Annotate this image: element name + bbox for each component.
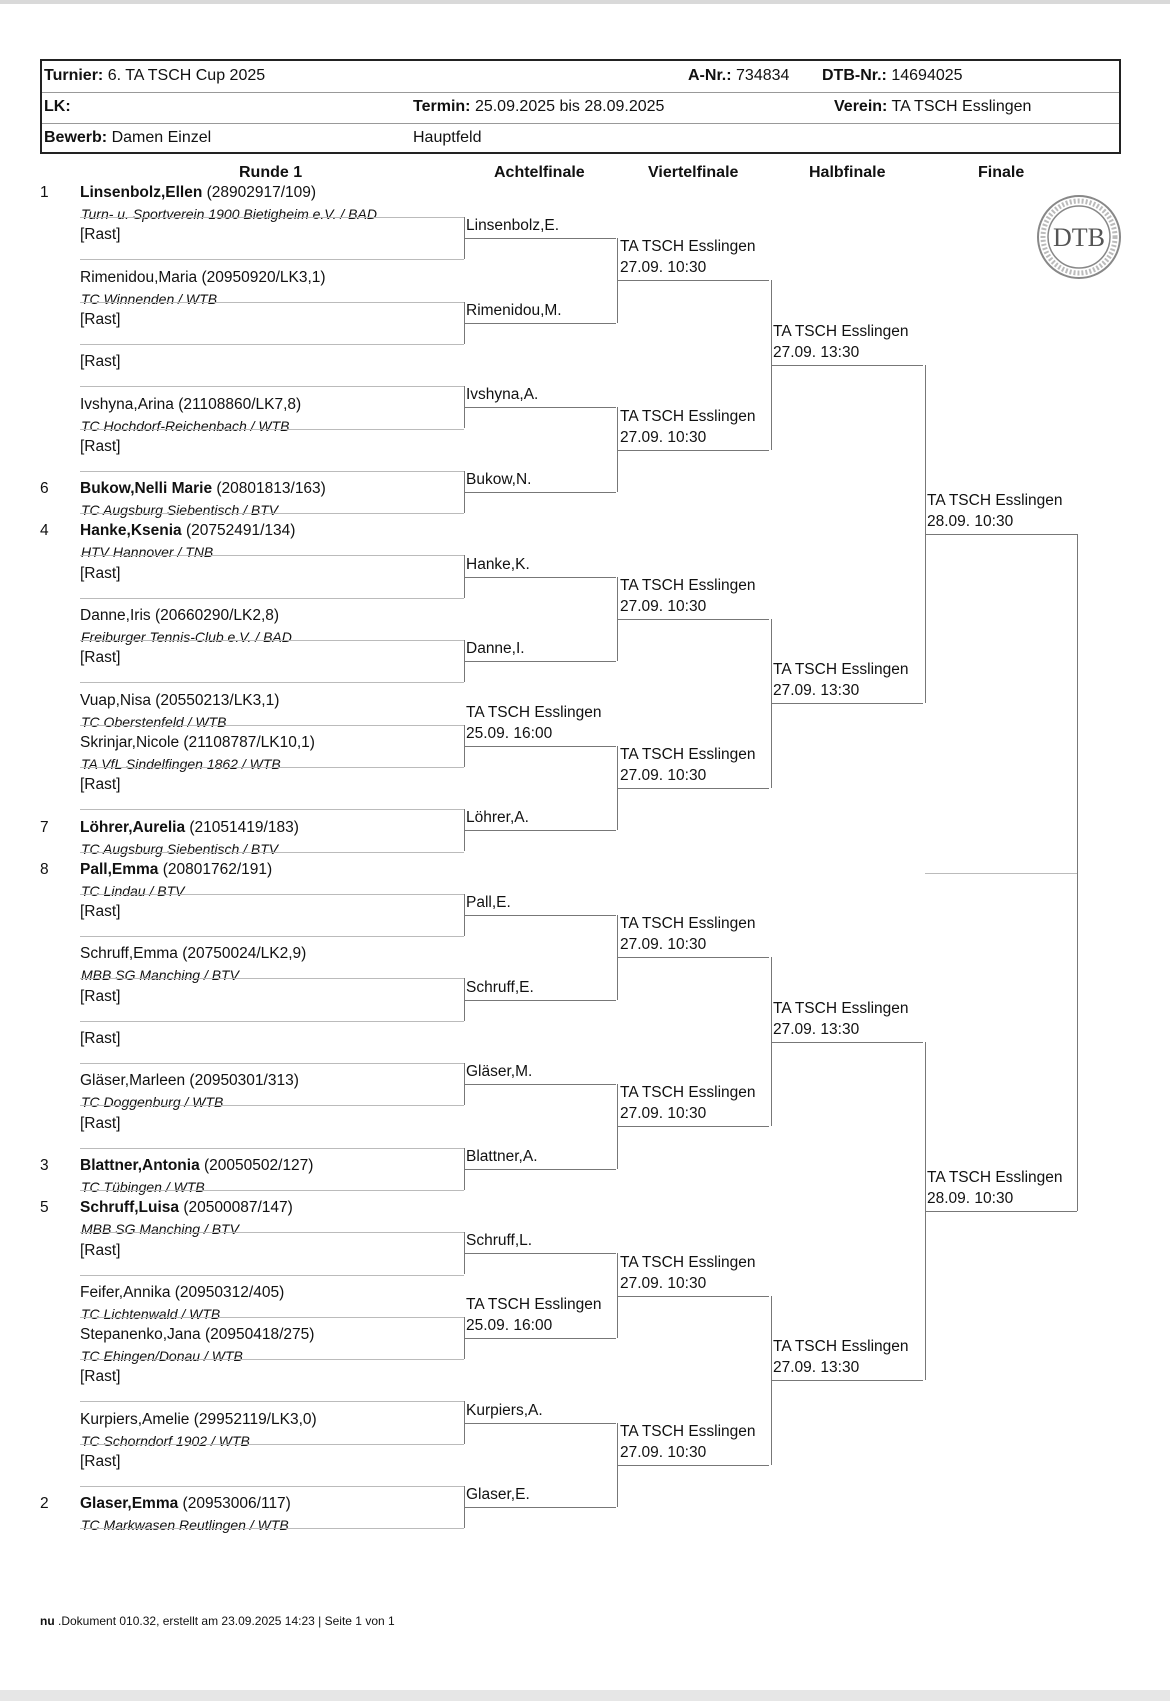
player-club: Freiburger Tennis-Club e.V. / BAD	[81, 629, 292, 645]
match-result: TA TSCH Esslingen	[773, 323, 909, 341]
player-name: [Rast]	[80, 1241, 121, 1259]
player-entry[interactable]	[80, 184, 316, 202]
seed-number: 6	[40, 480, 49, 498]
player-name: [Rast]	[80, 1368, 121, 1386]
match-result: Schruff,E.	[466, 978, 534, 996]
result-line	[771, 365, 923, 366]
player-entry[interactable]	[80, 226, 120, 244]
entry-line	[80, 555, 464, 556]
entry-line	[80, 767, 464, 768]
player-entry[interactable]	[80, 1495, 291, 1513]
player-name: Linsenbolz,Ellen	[80, 184, 203, 201]
result-line	[617, 1126, 769, 1127]
match-result: TA TSCH Esslingen	[620, 576, 756, 594]
player-entry[interactable]	[80, 522, 295, 540]
player-name: Ivshyna,Arina	[80, 395, 174, 413]
entry-line	[80, 978, 464, 979]
entry-line	[80, 1148, 464, 1149]
match-result: TA TSCH Esslingen	[620, 1253, 756, 1271]
player-id: (20950312/405)	[170, 1283, 285, 1301]
player-name: [Rast]	[80, 564, 121, 582]
result-line	[771, 1042, 923, 1043]
hauptfeld-label: Hauptfeld	[413, 129, 482, 146]
anr-label: A-Nr.:	[688, 67, 732, 84]
result-line	[617, 280, 769, 281]
match-result: Rimenidou,M.	[466, 301, 562, 319]
player-club: TC Augsburg Siebentisch / BTV	[81, 840, 279, 857]
seed-number: 1	[40, 184, 49, 201]
bewerb-label: Bewerb:	[44, 129, 108, 146]
player-name: Rimenidou,Maria	[80, 268, 198, 286]
match-result: Kurpiers,A.	[466, 1401, 543, 1419]
anr-value: 734834	[736, 67, 790, 84]
bottom-shade	[0, 1690, 1170, 1701]
player-entry[interactable]	[80, 1072, 299, 1090]
player-club: TC Doggenburg / WTB	[81, 1094, 224, 1111]
match-result: TA TSCH Esslingen	[773, 999, 909, 1017]
player-id: (20660290/LK2,8)	[150, 607, 280, 624]
final-line	[925, 873, 1077, 874]
match-time: 25.09. 16:00	[466, 1316, 553, 1334]
player-entry[interactable]	[80, 1157, 313, 1175]
player-id: (20801813/163)	[212, 480, 326, 498]
entry-line	[80, 513, 464, 514]
result-line	[464, 1000, 616, 1001]
player-entry[interactable]	[80, 438, 120, 456]
header-row-2	[42, 92, 1119, 124]
player-id: (20550213/LK3,1)	[150, 691, 280, 709]
player-name: Blattner,Antonia	[80, 1156, 200, 1174]
match-time: 27.09. 13:30	[773, 1359, 860, 1377]
match-time: 27.09. 10:30	[620, 428, 707, 446]
player-name: [Rast]	[80, 987, 121, 1005]
match-result: TA TSCH Esslingen	[466, 1295, 602, 1313]
player-entry[interactable]	[80, 269, 326, 287]
match-result: Blattner,A.	[466, 1147, 538, 1165]
player-entry[interactable]	[80, 396, 301, 414]
seed-number: 7	[40, 818, 49, 836]
result-line	[617, 1465, 769, 1466]
player-entry[interactable]	[80, 607, 279, 625]
player-id: (20050502/127)	[199, 1156, 314, 1174]
player-entry[interactable]	[80, 734, 315, 752]
player-name: Pall,Emma	[80, 860, 159, 878]
player-entry[interactable]	[80, 1411, 317, 1429]
bewerb-value: Damen Einzel	[111, 129, 212, 146]
player-name: [Rast]	[80, 310, 121, 328]
verein-label: Verein:	[834, 98, 888, 115]
player-club: TC Oberstenfeld / WTB	[81, 713, 227, 730]
player-entry[interactable]	[80, 1115, 120, 1133]
player-name: [Rast]	[80, 1114, 121, 1132]
result-line	[464, 661, 616, 662]
result-line	[464, 323, 616, 324]
result-line	[464, 407, 616, 408]
entry-line	[80, 302, 464, 303]
player-club: TC Ehingen/Donau / WTB	[81, 1348, 243, 1365]
player-name: Vuap,Nisa	[80, 691, 151, 709]
player-entry[interactable]	[80, 903, 120, 921]
entry-line	[80, 471, 464, 472]
player-name: [Rast]	[80, 776, 121, 794]
entry-line	[80, 894, 464, 895]
result-line	[617, 788, 769, 789]
entry-line	[80, 259, 464, 260]
top-shade	[0, 0, 1170, 4]
player-id: (29952119/LK3,0)	[189, 1410, 317, 1428]
result-line	[464, 1084, 616, 1085]
player-entry[interactable]	[80, 819, 299, 837]
player-entry[interactable]	[80, 565, 120, 583]
player-club: HTV Hannover / TNB	[81, 544, 214, 561]
entry-line	[80, 1021, 464, 1022]
match-time: 27.09. 10:30	[620, 936, 707, 954]
match-time: 27.09. 10:30	[620, 259, 707, 277]
entry-line	[80, 682, 464, 683]
result-line	[464, 1507, 616, 1508]
entry-line	[80, 1275, 464, 1276]
match-result: Danne,I.	[466, 640, 525, 658]
entry-line	[80, 936, 464, 937]
entry-line	[80, 1486, 464, 1487]
seed-number: 2	[40, 1495, 49, 1513]
player-name: Bukow,Nelli Marie	[80, 480, 213, 498]
entry-line	[80, 1528, 464, 1529]
player-club: TA VfL Sindelfingen 1862 / WTB	[81, 755, 281, 772]
header-row-3	[42, 123, 1119, 154]
match-result: TA TSCH Esslingen	[927, 492, 1063, 510]
player-name: [Rast]	[80, 903, 121, 921]
tournament-header	[40, 59, 1121, 154]
player-entry[interactable]	[80, 1368, 120, 1386]
player-entry[interactable]	[80, 480, 326, 498]
entry-line	[80, 386, 464, 387]
player-name: [Rast]	[80, 353, 121, 371]
match-result: Gläser,M.	[466, 1063, 533, 1081]
player-name: Hanke,Ksenia	[80, 522, 182, 540]
player-entry[interactable]	[80, 692, 279, 710]
player-id: (20750024/LK2,9)	[177, 945, 307, 963]
player-name: Danne,Iris	[80, 607, 151, 624]
match-time: 27.09. 10:30	[620, 1105, 707, 1123]
match-result: Löhrer,A.	[466, 809, 529, 827]
verein-value: TA TSCH Esslingen	[891, 98, 1032, 115]
match-result: TA TSCH Esslingen	[620, 746, 756, 764]
entry-line	[80, 1190, 464, 1191]
match-time: 27.09. 13:30	[773, 1020, 860, 1038]
player-club: Turn- u. Sportverein 1900 Bietigheim e.V. / BAD	[81, 206, 377, 222]
player-entry[interactable]	[80, 1242, 120, 1260]
player-club: MBB SG Manching / BTV	[81, 1221, 239, 1238]
player-id: (20500087/147)	[179, 1199, 293, 1217]
match-time: 25.09. 16:00	[466, 724, 553, 742]
result-line	[925, 1211, 1077, 1212]
result-line	[464, 238, 616, 239]
match-time: 27.09. 10:30	[620, 767, 707, 785]
player-club: TC Winnenden / WTB	[81, 290, 218, 307]
match-result: Ivshyna,A.	[466, 386, 539, 404]
match-result: TA TSCH Esslingen	[773, 1338, 909, 1356]
col-halbfinale: Halbfinale	[809, 164, 886, 181]
player-id: (20953006/117)	[178, 1495, 291, 1513]
result-line	[617, 1296, 769, 1297]
match-result: TA TSCH Esslingen	[620, 1422, 756, 1440]
player-name: [Rast]	[80, 1030, 121, 1047]
result-line	[617, 619, 769, 620]
match-result: TA TSCH Esslingen	[773, 661, 909, 679]
player-club: TC Lindau / BTV	[81, 882, 185, 899]
entry-line	[80, 1359, 464, 1360]
player-name: Kurpiers,Amelie	[80, 1410, 190, 1428]
player-name: [Rast]	[80, 437, 121, 455]
result-line	[464, 1169, 616, 1170]
dtbnr-label: DTB-Nr.:	[822, 67, 887, 84]
match-result: Glaser,E.	[466, 1486, 530, 1504]
player-name: Feifer,Annika	[80, 1283, 171, 1301]
result-line	[617, 450, 769, 451]
result-line	[464, 830, 616, 831]
match-result: TA TSCH Esslingen	[620, 1084, 756, 1102]
player-name: Stepanenko,Jana	[80, 1326, 201, 1344]
seed-number: 3	[40, 1156, 49, 1174]
result-line	[464, 746, 616, 747]
player-name: [Rast]	[80, 649, 121, 667]
col-viertelfinale: Viertelfinale	[648, 164, 739, 181]
match-result: TA TSCH Esslingen	[620, 238, 756, 256]
player-name: Schruff,Emma	[80, 945, 178, 963]
match-result: Pall,E.	[466, 893, 511, 911]
entry-line	[80, 1317, 464, 1318]
match-result: Hanke,K.	[466, 555, 530, 573]
seed-number: 8	[40, 860, 49, 878]
footer	[40, 1614, 395, 1628]
match-result: Schruff,L.	[466, 1232, 533, 1250]
player-entry[interactable]	[80, 1326, 314, 1344]
entry-line	[80, 344, 464, 345]
result-line	[464, 1423, 616, 1424]
player-entry[interactable]	[80, 311, 120, 329]
match-result: Bukow,N.	[466, 470, 532, 488]
result-line	[925, 534, 1077, 535]
player-id: (20752491/134)	[181, 522, 296, 540]
player-entry[interactable]	[80, 776, 120, 794]
player-name: Glaser,Emma	[80, 1495, 179, 1513]
player-entry[interactable]	[80, 1199, 293, 1217]
col-achtelfinale: Achtelfinale	[494, 164, 585, 181]
player-id: (21108787/LK10,1)	[179, 733, 315, 751]
player-id: (20950920/LK3,1)	[197, 268, 326, 286]
termin-label: Termin:	[413, 98, 471, 115]
player-id: (20801762/191)	[158, 860, 273, 878]
match-result: TA TSCH Esslingen	[620, 407, 756, 425]
player-entry[interactable]	[80, 861, 272, 879]
entry-line	[80, 1232, 464, 1233]
entry-line	[80, 640, 464, 641]
match-time: 28.09. 10:30	[927, 513, 1014, 531]
player-id: (21108860/LK7,8)	[173, 395, 302, 413]
entry-line	[80, 217, 464, 218]
match-time: 28.09. 10:30	[927, 1190, 1014, 1208]
header-row-1	[42, 61, 1119, 93]
entry-line	[80, 809, 464, 810]
dtbnr-value: 14694025	[891, 67, 963, 84]
seed-number: 4	[40, 522, 49, 540]
result-line	[464, 1253, 616, 1254]
result-line	[464, 915, 616, 916]
player-club: TC Markwasen Reutlingen / WTB	[81, 1517, 289, 1534]
dtb-logo-text: DTB	[1053, 223, 1105, 252]
entry-line	[80, 1401, 464, 1402]
player-name: Löhrer,Aurelia	[80, 818, 186, 836]
player-id: (20950418/275)	[200, 1326, 315, 1344]
player-id: (28902917/109)	[202, 184, 317, 201]
player-entry[interactable]	[80, 1284, 284, 1302]
termin-value: 25.09.2025 bis 28.09.2025	[474, 98, 665, 115]
col-finale: Finale	[978, 164, 1025, 181]
player-entry[interactable]	[80, 649, 120, 667]
result-line	[464, 577, 616, 578]
player-id: (21051419/183)	[185, 818, 299, 836]
player-club: TC Hochdorf-Reichenbach / WTB	[81, 417, 290, 434]
player-entry[interactable]	[80, 988, 120, 1006]
result-line	[771, 1380, 923, 1381]
match-time: 27.09. 13:30	[773, 344, 860, 362]
entry-line	[80, 598, 464, 599]
player-club: TC Augsburg Siebentisch / BTV	[81, 502, 279, 519]
entry-line	[80, 429, 464, 430]
final-connector	[1077, 534, 1078, 1211]
player-name: [Rast]	[80, 1453, 121, 1470]
entry-line	[80, 725, 464, 726]
player-entry[interactable]	[80, 945, 306, 963]
player-entry[interactable]	[80, 1030, 120, 1048]
match-result: TA TSCH Esslingen	[620, 915, 756, 933]
turnier-value: 6. TA TSCH Cup 2025	[107, 67, 266, 84]
player-name: Schruff,Luisa	[80, 1199, 180, 1217]
entry-line	[80, 1444, 464, 1445]
entry-line	[80, 1063, 464, 1064]
player-name: Skrinjar,Nicole	[80, 733, 180, 751]
result-line	[464, 1338, 616, 1339]
match-result: Linsenbolz,E.	[466, 217, 560, 235]
entry-line	[80, 852, 464, 853]
player-club: TC Schorndorf 1902 / WTB	[81, 1432, 250, 1449]
footer-text: .Dokument 010.32, erstellt am 23.09.2025 14:23 | Seite 1 von 1	[54, 1614, 395, 1628]
dtb-seal-logo	[1036, 194, 1122, 280]
result-line	[771, 703, 923, 704]
match-time: 27.09. 13:30	[773, 682, 860, 700]
match-time: 27.09. 10:30	[620, 597, 707, 615]
player-entry[interactable]	[80, 1453, 120, 1471]
player-id: (20950301/313)	[185, 1072, 299, 1090]
player-club: TC Tübingen / WTB	[81, 1178, 205, 1195]
player-club: MBB SG Manching / BTV	[81, 967, 239, 984]
match-time: 27.09. 10:30	[620, 1274, 707, 1292]
turnier-label: Turnier:	[44, 67, 104, 84]
result-line	[464, 492, 616, 493]
player-name: Gläser,Marleen	[80, 1072, 186, 1090]
player-name: [Rast]	[80, 226, 121, 244]
entry-line	[80, 1105, 464, 1106]
player-club: TC Lichtenwald / WTB	[81, 1305, 221, 1322]
player-entry[interactable]	[80, 353, 120, 371]
result-line	[617, 957, 769, 958]
seed-number: 5	[40, 1199, 49, 1217]
match-result: TA TSCH Esslingen	[466, 703, 602, 721]
footer-nu: nu	[40, 1614, 55, 1628]
lk-label: LK:	[44, 98, 71, 115]
match-time: 27.09. 10:30	[620, 1443, 707, 1461]
match-result: TA TSCH Esslingen	[927, 1169, 1063, 1187]
col-runde1: Runde 1	[239, 164, 303, 181]
